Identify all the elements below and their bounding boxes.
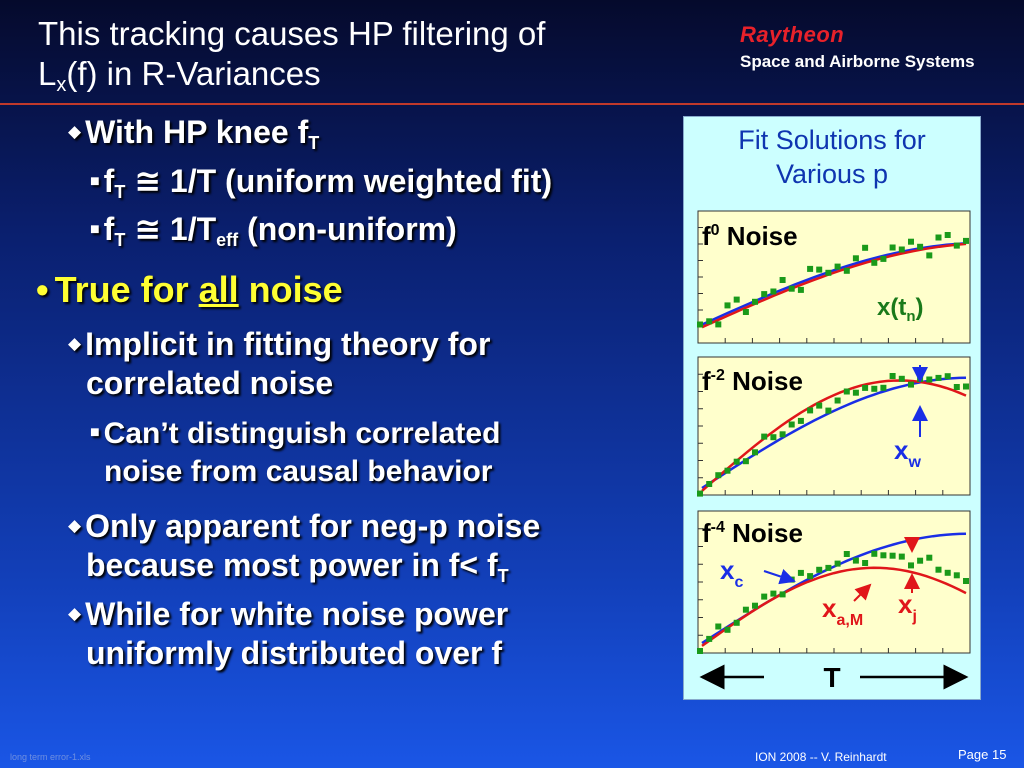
footer-page-number: Page 15 [958, 747, 1007, 762]
noise-point [963, 238, 969, 244]
noise-point [725, 302, 731, 308]
round-bullet-icon: • [36, 269, 49, 310]
footer-conference: ION 2008 -- V. Reinhardt [755, 750, 887, 764]
noise-point [706, 636, 712, 642]
noise-point [825, 565, 831, 571]
noise-point [697, 491, 703, 497]
diamond-bullet-icon: ◆ [68, 516, 82, 535]
noise-point [725, 468, 731, 474]
noise-point [770, 434, 776, 440]
noise-point [816, 403, 822, 409]
plot2-label: $f^{-2}$ Noise [702, 366, 803, 396]
plot1-label: $f^0$ Noise [702, 221, 798, 251]
noise-point [862, 385, 868, 391]
noise-point [807, 407, 813, 413]
diamond-bullet-icon: ◆ [68, 604, 82, 623]
square-bullet-icon: ■ [90, 424, 100, 441]
plot3-annotation-xj: $x_j$ [898, 589, 917, 625]
bullet-only-apparent: ◆ Only apparent for neg-p noise because most power in $f< f_T$ [68, 508, 541, 586]
noise-point [743, 607, 749, 613]
noise-point [899, 376, 905, 382]
plot1-annotation-xtn: $x(t_n)$ [877, 294, 924, 325]
noise-point [789, 422, 795, 428]
noise-point [752, 449, 758, 455]
noise-point [954, 572, 960, 578]
square-bullet-icon: ■ [90, 221, 100, 238]
noise-point [908, 239, 914, 245]
footer-filename: long term error-1.xls [10, 752, 91, 762]
noise-point [715, 624, 721, 630]
noise-point [761, 594, 767, 600]
noise-point [871, 260, 877, 266]
noise-point [798, 287, 804, 293]
panel-title: Fit Solutions for Various p [738, 125, 926, 189]
slide-title: This tracking causes HP filtering of $L_x(f)$ in R-Variances [38, 15, 546, 96]
fit-plots-svg [684, 117, 980, 699]
noise-point [752, 299, 758, 305]
noise-point [945, 373, 951, 379]
noise-point [954, 384, 960, 390]
noise-point [844, 551, 850, 557]
square-bullet-icon: ■ [90, 173, 100, 190]
t-span-label: T [823, 662, 841, 693]
noise-point [908, 562, 914, 568]
title-rule [0, 103, 1024, 105]
plot3-label: $f^{-4}$ Noise [702, 518, 803, 548]
noise-point [743, 458, 749, 464]
noise-point [880, 256, 886, 262]
noise-point [954, 243, 960, 249]
noise-point [945, 232, 951, 238]
diamond-bullet-icon: ◆ [68, 122, 82, 141]
noise-point [835, 264, 841, 270]
noise-point [706, 318, 712, 324]
noise-point [789, 286, 795, 292]
bullet-uniform: ■ $f_T$ ≅ 1/T (uniform weighted fit) [90, 163, 553, 202]
noise-point [770, 289, 776, 295]
noise-point [926, 377, 932, 383]
noise-point [936, 235, 942, 241]
noise-point [926, 252, 932, 258]
division-name: Space and Airborne Systems [740, 52, 975, 71]
noise-point [780, 277, 786, 283]
noise-point [715, 472, 721, 478]
noise-point [871, 386, 877, 392]
noise-point [917, 558, 923, 564]
noise-point [761, 434, 767, 440]
diamond-bullet-icon: ◆ [68, 334, 82, 353]
noise-point [899, 554, 905, 560]
noise-point [734, 620, 740, 626]
plot3-annotation-xc: $x_c$ [720, 555, 744, 591]
noise-point [752, 603, 758, 609]
noise-point [715, 321, 721, 327]
bullet-cant-distinguish: ■ Can’t distinguish correlated noise from causal behavior [90, 414, 500, 491]
noise-point [807, 266, 813, 272]
noise-point [697, 322, 703, 328]
noise-point [908, 382, 914, 388]
noise-point [816, 267, 822, 273]
noise-point [880, 385, 886, 391]
noise-point [761, 291, 767, 297]
noise-point [816, 567, 822, 573]
noise-point [963, 578, 969, 584]
noise-point [890, 245, 896, 251]
noise-point [862, 245, 868, 251]
noise-point [862, 560, 868, 566]
bullet-nonuniform: ■ $f_T$ ≅ $1/T_{eff}$ (non-uniform) [90, 211, 457, 250]
noise-point [853, 558, 859, 564]
noise-point [807, 573, 813, 579]
noise-point [780, 431, 786, 437]
noise-point [844, 268, 850, 274]
bullet-hp-knee: ◆ With HP knee $f_T$ [68, 114, 320, 153]
noise-point [936, 375, 942, 381]
noise-point [734, 297, 740, 303]
bullet-true-for-all: • True for all noise [36, 269, 343, 310]
noise-point [780, 591, 786, 597]
plot2-annotation-xw: $x_w$ [894, 435, 921, 471]
bullet-white-noise: ◆ While for white noise power uniformly distributed over f [68, 596, 509, 671]
raytheon-brand [740, 22, 975, 72]
noise-point [697, 648, 703, 654]
noise-point [835, 561, 841, 567]
noise-point [853, 255, 859, 261]
noise-point [963, 384, 969, 390]
noise-point [844, 389, 850, 395]
noise-point [825, 408, 831, 414]
noise-point [798, 418, 804, 424]
noise-point [890, 553, 896, 559]
noise-point [899, 247, 905, 253]
noise-point [880, 552, 886, 558]
noise-point [936, 567, 942, 573]
noise-point [945, 570, 951, 576]
fit-solutions-panel [683, 116, 981, 700]
raytheon-logo: Raytheon [740, 22, 845, 47]
noise-point [734, 459, 740, 465]
noise-point [770, 591, 776, 597]
noise-point [917, 244, 923, 250]
noise-point [725, 627, 731, 633]
plot3-annotation-xam: $x_{a,M}$ [822, 593, 864, 629]
noise-point [798, 570, 804, 576]
noise-point [706, 481, 712, 487]
noise-point [871, 551, 877, 557]
noise-point [890, 373, 896, 379]
noise-point [743, 309, 749, 315]
bullet-implicit: ◆ Implicit in fitting theory for correlated noise [68, 326, 491, 401]
noise-point [825, 270, 831, 276]
noise-point [835, 398, 841, 404]
noise-point [926, 555, 932, 561]
noise-point [853, 390, 859, 396]
